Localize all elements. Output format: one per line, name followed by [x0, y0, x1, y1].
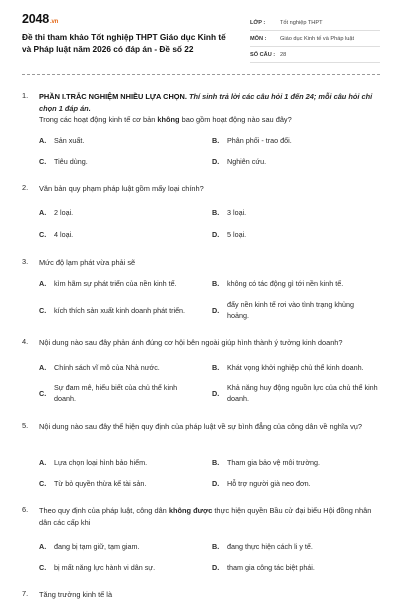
question-1: 1. PHẦN I.TRẮC NGHIỆM NHIỀU LỰA CHỌN. Thí sinh trả lời các câu hỏi 1 đến 24; mỗi câu hỏi chỉ chọn 1 đáp án. Trong các hoạt động kinh tế cơ bản không bao gồm hoạt động nào sau đây? A. Sản xuất. B. Phân phối - trao đổi. C. Tiêu dùng. D. Nghiên cứu. — [22, 91, 373, 166]
section-instruction: Thí sinh trả lời các câu hỏi 1 đến 24; mỗi câu hỏi chỉ chọn 1 đáp án. — [39, 92, 373, 113]
question-2: 2. Văn bản quy phạm pháp luật gồm mấy loại chính? A. 2 loại. B. 3 loại. C. 4 loại. D. 5 loại. — [22, 183, 247, 239]
question-7: 7. Tăng trưởng kinh tế là — [22, 589, 113, 599]
question-3: 3. Mức độ lạm phát vừa phải sẽ A. kìm hãm sự phát triển của nền kinh tế. B. không có tác động gì tới nền kinh tế. C. kích thích sản xuất kinh doanh phát triển. D. đẩy nền kinh tế rơi vào tình trạng khủng hoảng. — [22, 257, 354, 320]
exam-info-box — [250, 15, 380, 63]
exam-header — [0, 0, 400, 66]
site-logo[interactable]: 2048.vn — [22, 12, 59, 26]
exam-title: Đề thi tham khảo Tốt nghiệp THPT Giáo dục Kinh tế và Pháp luật năm 2026 có đáp án - Đề số 22 — [22, 32, 226, 54]
question-5: 5. Nội dung nào sau đây thể hiện quy định của pháp luật về sự bình đẳng của công dân về nghĩa vụ? A. Lựa chọn loại hình bảo hiểm. B. Tham gia bảo vệ môi trường. C. Từ bỏ quyền thừa kế tài sản. D. Hỗ trợ người già neo đơn. — [22, 421, 362, 488]
section-heading: PHẦN I.TRẮC NGHIỆM NHIỀU LỰA CHỌN. — [39, 92, 187, 101]
info-row-class: LỚP : Tốt nghiệp THPT — [250, 15, 380, 31]
question-4: 4. Nội dung nào sau đây phản ánh đúng cơ hội bên ngoài giúp hình thành ý tưởng kinh doanh? A. Chính sách vĩ mô của Nhà nước. B. Khát vọng khởi nghiệp chủ thể kinh doanh. C. Sự đam mê, hiểu biết của chủ thể kinh doanh. D. Khả năng huy động nguồn lực của chủ thể kinh doanh. — [22, 337, 378, 403]
info-row-count: SỐ CÂU : 28 — [250, 47, 380, 63]
header-divider — [22, 74, 380, 75]
question-6: 6. Theo quy định của pháp luật, công dân không được thực hiện quyền Bầu cử đại biểu Hội đồng nhân dân các cấp khi A. đang bị tạm giữ, tạm giam. B. đang thực hiện cách li y tế. C. bị mất năng lực hành vi dân sự. D. tham gia công tác biệt phái. — [22, 505, 372, 572]
info-row-subject: MÔN : Giáo dục Kinh tế và Pháp luật — [250, 31, 380, 47]
